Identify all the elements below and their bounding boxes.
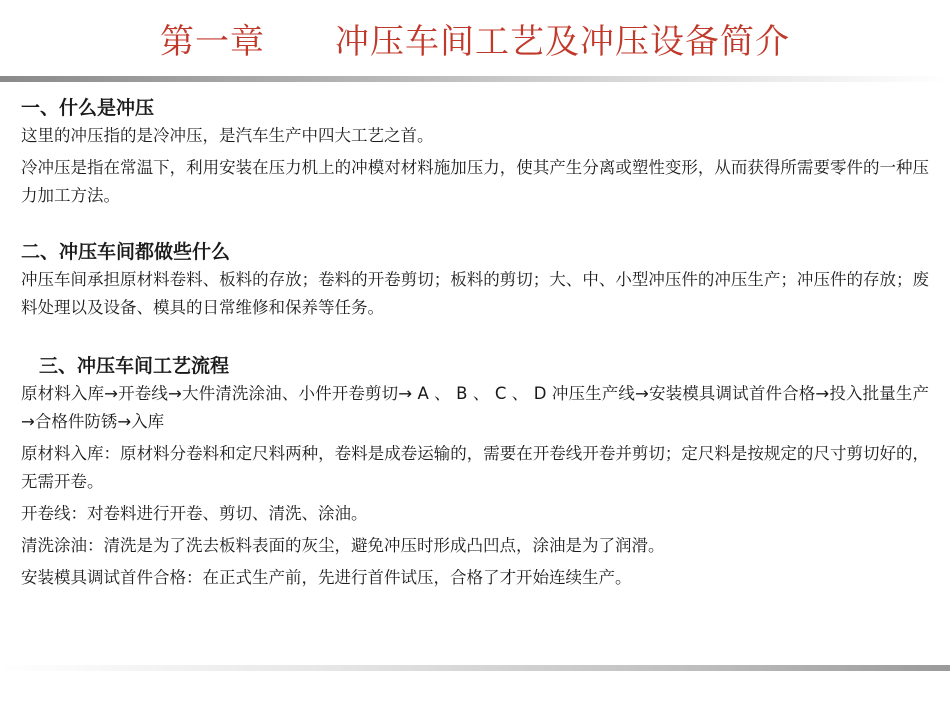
page-title: 第一章 冲压车间工艺及冲压设备简介 (160, 22, 790, 62)
paragraph: 冷冲压是指在常温下，利用安装在压力机上的冲模对材料施加压力，使其产生分离或塑性变形，从而获得所需要零件的一种压力加工方法。 (21, 158, 929, 205)
paragraph: 清洗涂油：清洗是为了洗去板料表面的灰尘，避免冲压时形成凸凹点，涂油是为了润滑。 (21, 536, 665, 555)
paragraph: 冲压车间承担原材料卷料、板料的存放；卷料的开卷剪切；板料的剪切；大、中、小型冲压件的冲压生产；冲压件的存放；废料处理以及设备、模具的日常维修和保养等任务。 (21, 270, 929, 317)
section-heading: 三、冲压车间工艺流程 (39, 355, 230, 377)
document-body (21, 94, 929, 596)
paragraph: 开卷线：对卷料进行开卷、剪切、清洗、涂油。 (21, 504, 368, 523)
section-workshop-tasks (21, 238, 929, 322)
paragraph: 原材料入库：原材料分卷料和定尺料两种，卷料是成卷运输的，需要在开卷线开卷并剪切；定尺料是按规定的尺寸剪切好的，无需开卷。 (21, 444, 929, 491)
section-process-flow (21, 352, 929, 592)
footer-divider (0, 665, 950, 671)
section-heading: 二、冲压车间都做些什么 (21, 241, 231, 263)
paragraph: 原材料入库→开卷线→大件清洗涂油、小件开卷剪切→ A 、 B 、 C 、 D 冲压生产线→安装模具调试首件合格→投入批量生产→合格件防锈→入库 (21, 384, 929, 431)
title-divider (0, 76, 950, 82)
paragraph: 安装模具调试首件合格：在正式生产前，先进行首件试压，合格了才开始连续生产。 (21, 568, 632, 587)
section-heading: 一、什么是冲压 (21, 97, 155, 119)
paragraph: 这里的冲压指的是冷冲压，是汽车生产中四大工艺之首。 (21, 126, 434, 145)
section-what-is-stamping (21, 94, 929, 210)
